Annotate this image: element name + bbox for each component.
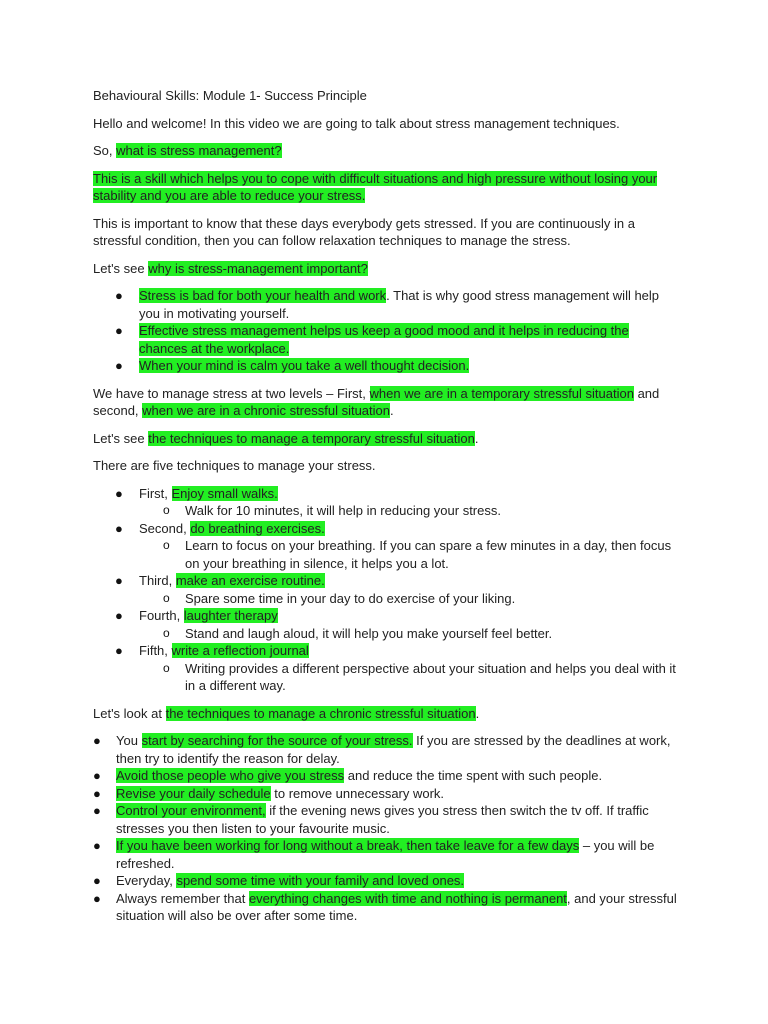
sub-bullet-icon: o	[163, 503, 170, 517]
highlight: When your mind is calm you take a well thought decision.	[139, 358, 470, 373]
text: So,	[93, 143, 117, 158]
sub-list-item	[93, 537, 678, 572]
highlight: spend some time with your family and loved ones.	[176, 873, 465, 888]
sub-bullet-icon: o	[163, 538, 170, 552]
chronic-list	[93, 732, 678, 925]
chronic-heading	[93, 705, 678, 723]
bullet-icon: ●	[115, 485, 123, 501]
bullet-icon: ●	[115, 288, 123, 303]
sub-bullet-icon: o	[163, 625, 170, 640]
list-item	[93, 607, 678, 625]
text: You	[116, 733, 142, 748]
highlight: what is stress management?	[116, 143, 282, 158]
text: and reduce the time spent with such people.	[344, 768, 603, 783]
bullet-icon: ●	[93, 785, 101, 801]
highlight: the techniques to manage a chronic stressful situation	[165, 705, 476, 721]
text: Fourth,	[139, 608, 184, 623]
question-why-paragraph	[93, 260, 678, 278]
highlight: laughter therapy	[183, 608, 278, 623]
text: Always remember that	[116, 890, 249, 906]
text: Fifth,	[139, 643, 172, 658]
text: .	[390, 403, 394, 418]
highlight: Enjoy small walks.	[171, 485, 278, 501]
sub-list-item	[93, 660, 678, 695]
list-item	[93, 287, 678, 322]
text: Second,	[139, 520, 191, 536]
bullet-icon: ●	[115, 573, 123, 588]
text: – you will be refreshed.	[116, 838, 655, 871]
list-item	[93, 572, 678, 590]
highlight: do breathing exercises.	[190, 520, 325, 536]
list-item	[93, 485, 678, 503]
list-item	[93, 802, 678, 837]
highlight: This is a skill which helps you to cope with difficult situations and high pressure without losing your stability and you are able to reduce your stress.	[93, 170, 658, 203]
bullet-icon: ●	[93, 890, 101, 906]
text: .	[475, 705, 480, 721]
list-item	[93, 322, 678, 357]
text: Let's look at	[93, 705, 166, 721]
list-item	[93, 357, 678, 375]
temporary-heading	[93, 430, 678, 448]
text: . That is why good stress management will help you in motivating yourself.	[139, 288, 660, 321]
list-item	[93, 642, 678, 660]
text: and second,	[93, 385, 660, 418]
list-item	[93, 520, 678, 538]
sub-bullet-icon: o	[163, 590, 170, 605]
bullet-icon: ●	[115, 643, 123, 658]
list-item	[93, 837, 678, 872]
highlight: the techniques to manage a temporary stressful situation	[148, 430, 475, 446]
bullet-icon: ●	[93, 838, 101, 853]
bullet-icon: ●	[115, 608, 123, 623]
text: Spare some time in your day to do exercise of your liking.	[185, 590, 516, 606]
text: Everyday,	[116, 873, 177, 888]
highlight: when we are in a chronic stressful situation	[142, 403, 391, 418]
highlight: If you have been working for long without a break, then take leave for a few days	[116, 838, 580, 853]
sub-list-item	[93, 502, 678, 520]
bullet-icon: ●	[115, 323, 123, 338]
bullet-icon: ●	[93, 873, 101, 888]
highlight: everything changes with time and nothing is permanent	[248, 890, 567, 906]
bullet-icon: ●	[115, 520, 123, 536]
list-item	[93, 732, 678, 767]
text: Writing provides a different perspective about your situation and helps you deal with it in a different way.	[185, 660, 676, 693]
text: Stand and laugh aloud, it will help you make yourself feel better.	[185, 625, 553, 641]
bullet-icon: ●	[115, 358, 123, 373]
bullet-icon: ●	[93, 768, 101, 783]
text: Third,	[139, 573, 176, 588]
bullet-icon: ●	[93, 733, 101, 748]
question-what-paragraph	[93, 142, 678, 160]
sub-list-item	[93, 590, 678, 608]
text: If you are stressed by the deadlines at work, then try to identify the reason for delay.	[116, 733, 671, 766]
text: .	[474, 430, 479, 446]
highlight: Effective stress management helps us keep a good mood and it helps in reducing the chances at the workplace.	[139, 323, 629, 356]
text: We have to manage stress at two levels – First,	[93, 385, 370, 401]
definition-paragraph	[93, 170, 678, 205]
five-techniques-paragraph: There are five techniques to manage your stress.	[93, 458, 376, 473]
sub-list-item	[93, 625, 678, 643]
text: First,	[139, 485, 172, 501]
highlight: start by searching for the source of your stress.	[141, 733, 413, 748]
list-item	[93, 872, 678, 890]
highlight: why is stress-management important?	[148, 260, 368, 276]
levels-paragraph	[93, 385, 678, 420]
doc-title: Behavioural Skills: Module 1- Success Principle	[93, 88, 367, 103]
highlight: write a reflection journal	[171, 643, 309, 658]
highlight: Stress is bad for both your health and work	[139, 288, 387, 303]
text: Learn to focus on your breathing. If you can spare a few minutes in a day, then focus on your breathing in silence, it helps you a lot.	[185, 538, 672, 571]
text: if the evening news gives you stress then switch the tv off. If traffic stresses you then listen to your favourite music.	[116, 803, 649, 836]
bullet-icon: ●	[93, 803, 101, 818]
highlight: Revise your daily schedule	[116, 785, 271, 801]
text: , and your stressful situation will also be over after some time.	[116, 890, 677, 923]
highlight: Control your environment,	[116, 803, 266, 818]
why-list	[93, 287, 678, 375]
text: Walk for 10 minutes, it will help in reducing your stress.	[185, 503, 501, 518]
text: Let's see	[93, 430, 149, 446]
highlight: Avoid those people who give you stress	[116, 768, 345, 783]
techniques-list	[93, 485, 678, 695]
text: Let's see	[93, 260, 149, 276]
list-item	[93, 785, 678, 803]
sub-bullet-icon: o	[163, 660, 170, 675]
highlight: make an exercise routine.	[175, 573, 325, 588]
list-item	[93, 890, 678, 925]
text: to remove unnecessary work.	[270, 785, 445, 801]
highlight: when we are in a temporary stressful situation	[369, 385, 634, 401]
list-item	[93, 767, 678, 785]
important-paragraph: This is important to know that these days everybody gets stressed. If you are continuously in a stressful condition, then you can follow relaxation techniques to manage the stress.	[93, 215, 635, 248]
intro-paragraph: Hello and welcome! In this video we are going to talk about stress management techniques.	[93, 115, 620, 131]
